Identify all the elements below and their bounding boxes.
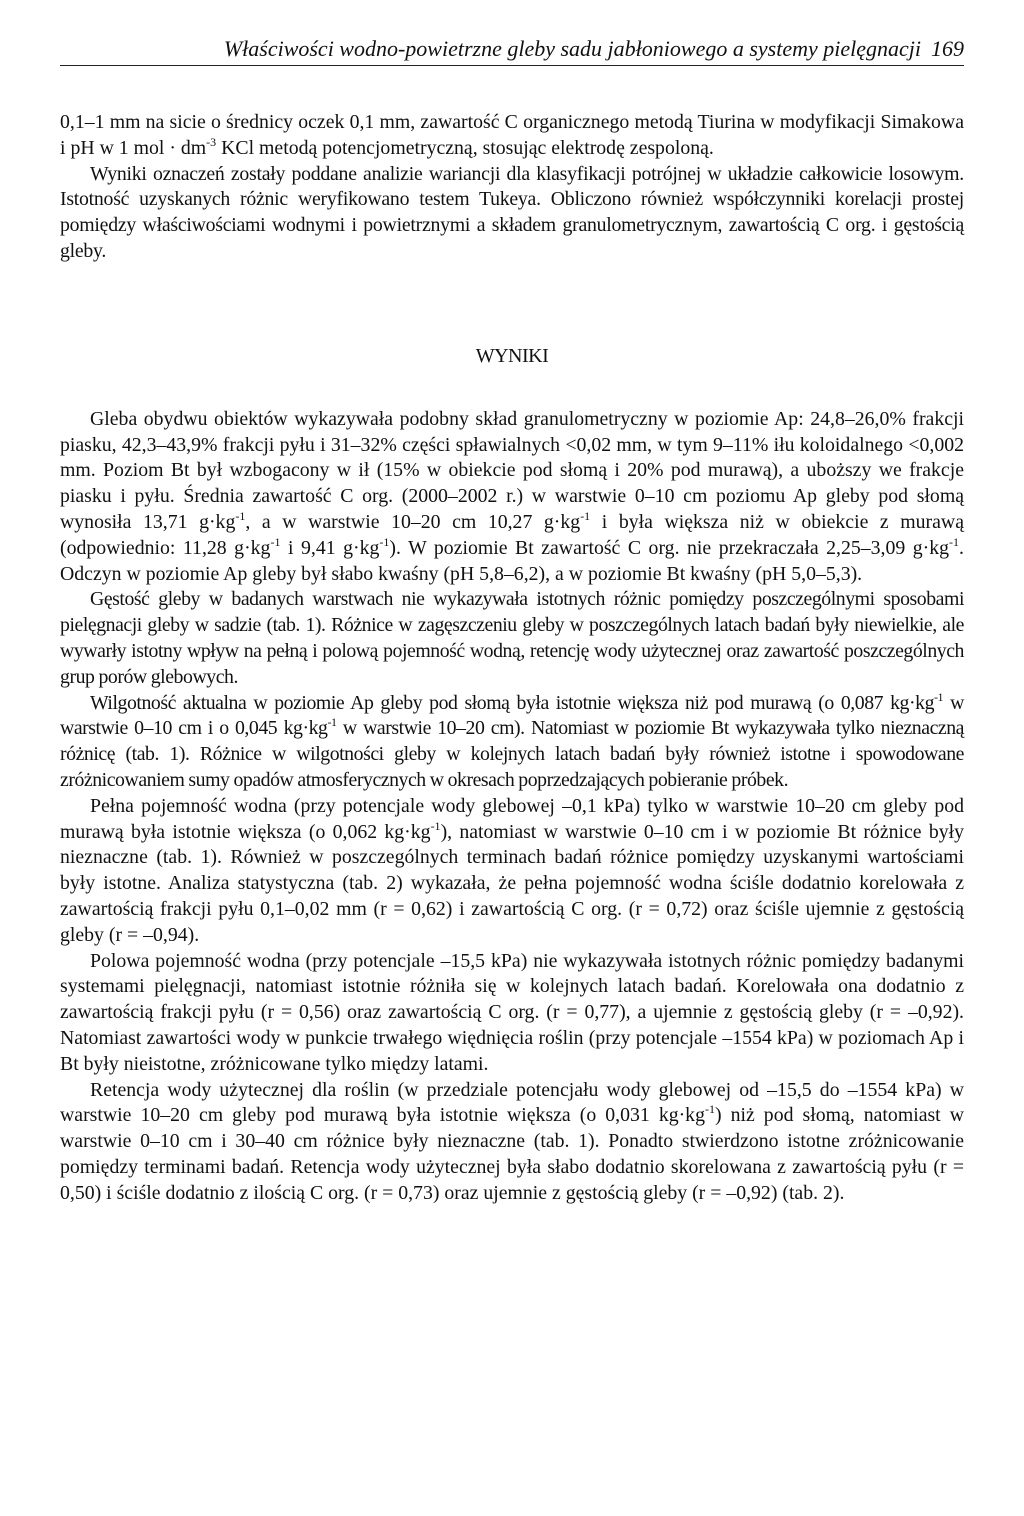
superscript: -1: [934, 689, 944, 704]
text-run: i 9,41 g·kg: [280, 536, 380, 559]
paragraph-methods-continued: [60, 110, 964, 162]
running-head: [60, 36, 964, 66]
text-run: i była większa niż w obiekcie z murawą (odpowiednio: 11,28 g·kg: [60, 510, 964, 559]
superscript: -1: [430, 818, 441, 833]
superscript: -1: [270, 534, 281, 549]
paragraph-results-composition: [60, 407, 964, 588]
page-number: 169: [931, 36, 964, 61]
paragraph-full-capacity: [60, 794, 964, 949]
text-run: Wilgotność aktualna w poziomie Ap gleby pod słomą była istotnie większa niż pod murawą (o 0,087 kg·kg: [90, 691, 935, 714]
text-run: ) niż pod słomą, natomiast w warstwie 0–10 cm i 30–40 cm różnice były nieznaczne (tab. 1). Ponadto stwierdzono istotne zróżnicowanie pomiędzy terminami badań. Retencja wody użytecznej była słabo dodatnio skorelowana z zawartością pyłu (r = 0,50) i ściśle dodatnio z ilością C org. (r = 0,73) oraz ujemnie z gęstością gleby (r = –0,92) (tab. 2).: [60, 1104, 964, 1204]
text-run: ), natomiast w warstwie 0–10 cm i w poziomie Bt różnice były nieznaczne (tab. 1). Również w poszczególnych terminach badań różnice pomiędzy uzyskanymi wartościami były istotne. Analiza statystyczna (tab. 2) wykazała, że pełna pojemność wodna ściśle dodatnio korelowała z zawartością frakcji pyłu 0,1–0,02 mm (r = 0,62) i zawartością C org. (r = 0,72) oraz ściśle ujemnie z gęstością gleby (r = –0,94).: [60, 820, 965, 946]
text-run: . Odczyn w poziomie Ap gleby był słabo kwaśny (pH 5,8–6,2), a w poziomie Bt kwaśny (pH 5,0–5,3).: [60, 536, 964, 585]
paragraph-statistics: Wyniki oznaczeń zostały poddane analizie wariancji dla klasyfikacji potrójnej w układzie całkowicie losowym. Istotność uzyskanych różnic weryfikowano testem Tukeya. Obliczono również współczynniki korelacji prostej pomiędzy właściwościami wodnymi i powietrznymi a składem granulometrycznym, zawartością C org. i gęstością gleby.: [60, 162, 964, 262]
article-body: [60, 110, 964, 1206]
superscript: -1: [949, 534, 960, 549]
paragraph-retention: [60, 1078, 964, 1207]
section-heading: WYNIKI: [475, 344, 549, 367]
running-head-title: Właściwości wodno-powietrzne gleby sadu jabłoniowego a systemy pielęgnacji: [223, 36, 921, 61]
text-run: , a w warstwie 10–20 cm 10,27 g·kg: [245, 510, 581, 533]
paragraph-moisture: [60, 691, 964, 794]
superscript: -1: [704, 1102, 715, 1117]
superscript: -1: [379, 534, 390, 549]
text-run: w warstwie 10–20 cm). Natomiast w poziomie Bt wykazywała tylko nieznaczną różnicę (tab. 1). Różnice w wilgotności gleby w kolejnych latach badań były również istotne i spowodowane zróżnicowaniem sumy opadów atmosferycznych w okresach poprzedzających pobieranie próbek.: [60, 717, 964, 791]
superscript: -3: [206, 134, 217, 149]
superscript: -1: [327, 715, 337, 730]
text-run: Retencja wody użytecznej dla roślin (w przedziale potencjału wody glebowej od –15,5 do –1554 kPa) w warstwie 10–20 cm gleby pod murawą była istotnie większa (o 0,031 kg·kg: [60, 1078, 964, 1127]
text-run: w warstwie 0–10 cm i o 0,045 kg·kg: [60, 691, 964, 740]
text-run: ). W poziomie Bt zawartość C org. nie przekraczała 2,25–3,09 g·kg: [389, 536, 950, 559]
text-run: Pełna pojemność wodna (przy potencjale wody glebowej –0,1 kPa) tylko w warstwie 10–20 cm gleby pod murawą była istotnie większa (o 0,062 kg·kg: [60, 794, 964, 843]
paragraph-density: Gęstość gleby w badanych warstwach nie wykazywała istotnych różnic pomiędzy poszczególnymi sposobami pielęgnacji gleby w sadzie (tab. 1). Różnice w zagęszczeniu gleby w poszczególnych latach badań były niewielkie, ale wywarły istotny wpływ na pełną i polową pojemność wodną, retencję wody użytecznej oraz zawartość poszczególnych grup porów glebowych.: [60, 588, 964, 688]
text-run: Gleba obydwu obiektów wykazywała podobny skład granulometryczny w poziomie Ap: 24,8–26,0% frakcji piasku, 42,3–43,9% frakcji pyłu i 31–32% części spławialnych <0,02 mm, w tym 9–11% iłu koloidalnego <0,002 mm. Poziom Bt był wzbogacony w ił (15% w obiekcie pod słomą i 20% pod murawą), a uboższy we frakcje piasku i pyłu. Średnia zawartość C org. (2000–2002 r.) w warstwie 0–10 cm poziomu Ap gleby pod słomą wynosiła 13,71 g·kg: [60, 407, 964, 533]
paragraph-field-capacity: Polowa pojemność wodna (przy potencjale –15,5 kPa) nie wykazywała istotnych różnic pomiędzy badanymi systemami pielęgnacji, natomiast istotnie różniła się w kolejnych latach badań. Korelowała ona dodatnio z zawartością frakcji pyłu (r = 0,56) oraz zawartością C org. (r = 0,77), a ujemnie z gęstością gleby (r = –0,92). Natomiast zawartości wody w punkcie trwałego więdnięcia roślin (przy potencjale –1554 kPa) w poziomach Ap i Bt były nieistotne, zróżnicowane tylko między latami.: [60, 949, 964, 1075]
superscript: -1: [580, 508, 591, 523]
text-run: KCl metodą potencjometryczną, stosując elektrodę zespoloną.: [216, 136, 714, 159]
text-run: 0,1–1 mm na sicie o średnicy oczek 0,1 mm, zawartość C organicznego metodą Tiurina w modyfikacji Simakowa i pH w 1 mol · dm: [60, 111, 964, 159]
superscript: -1: [235, 508, 246, 523]
